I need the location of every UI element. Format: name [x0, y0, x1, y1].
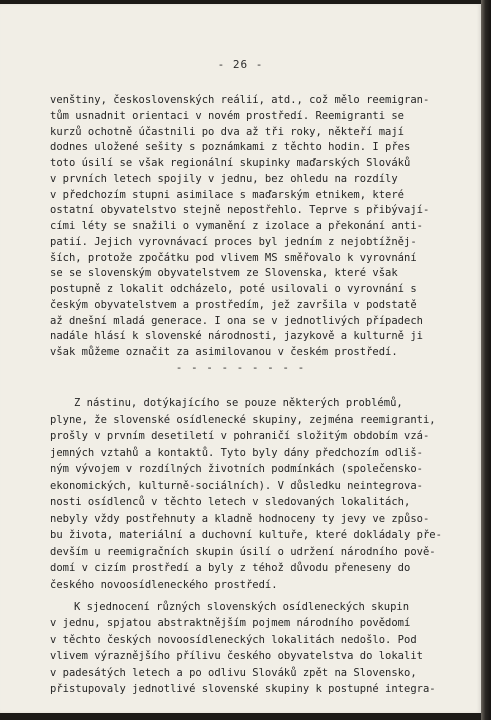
text-line: cími léty se snažili o vymanění z izolace a překonání anti-	[50, 220, 423, 232]
page-number: - 26 -	[217, 58, 264, 71]
text-line: K sjednocení různých slovenských osídleneckých skupin	[74, 601, 410, 613]
text-line: toto úsilí se však regionální skupinky maďarských Slováků	[50, 157, 411, 169]
text-line: vlivem výraznějšího přílivu českého obyvatelstva do lokalit	[50, 650, 423, 662]
text-line: nebyly vždy postřehnuty a kladně hodnoceny ty jevy ve způso-	[50, 513, 430, 525]
text-line: jemných vztahů a kontaktů. Tyto byly dány předchozím odliš-	[50, 447, 423, 459]
text-line: Z nástinu, dotýkajícího se pouze některých problémů,	[74, 397, 403, 409]
text-line: však můžeme označit za asimilovanou v českém prostředí.	[50, 346, 398, 358]
text-line: dodnes uložené sešity s poznámkami z těchto hodin. I přes	[50, 141, 411, 154]
text-line: ekonomických, kulturně-sociálních). V důsledku neintegrova-	[50, 480, 423, 492]
text-line: v padesátých letech a po odlivu Slováků zpět na Slovensko,	[50, 667, 417, 679]
text-line: v těchto českých novoosídleneckých lokalitách nedošlo. Pod	[50, 634, 417, 646]
text-line: bu života, materiální a duchovní kultuře, které dokládaly pře-	[50, 529, 442, 541]
text-line: plyne, že slovenské osídlenecké skupiny, zejména reemigranti,	[50, 414, 436, 426]
section-separator: - - - - - - - - -	[175, 361, 306, 374]
text-line: domí v cizím prostředí a byly z téhož důvodu přeneseny do	[50, 562, 411, 574]
text-line: kurzů ochotně účastnili po dva až tři roky, někteří mají	[50, 125, 405, 138]
text-line: až dnešní mladá generace. I ona se v jednotlivých případech	[50, 314, 423, 327]
document-page	[0, 4, 481, 713]
text-line: přistupovaly jednotlivé slovenské skupiny k postupné integra-	[50, 683, 436, 695]
text-line: ným vývojem v rozdílných životních podmínkách (společensko-	[50, 463, 423, 475]
text-line: postupně z lokalit odcházelo, poté usilovali o vyrovnání s	[50, 283, 417, 295]
text-line: venštiny, československých reálií, atd., což mělo reemigran-	[50, 94, 430, 106]
text-line: v prvních letech spojily v jednu, bez ohledu na rozdíly	[50, 172, 398, 185]
text-line: českého novoosídleneckého prostředí.	[50, 579, 278, 591]
text-line: v jednu, spjatou abstraktnějším pojmem národního povědomí	[50, 617, 411, 629]
text-line: se se slovenským obyvatelstvem ze Slovenska, které však	[50, 267, 398, 280]
text-line: nadále hlásí k slovenské národnosti, jazykově a kulturně ji	[50, 330, 423, 343]
text-line: ostatní obyvatelstvo stejně nepostřehlo. Teprve s přibývají-	[50, 204, 430, 217]
text-line: devším u reemigračních skupin úsilí o udržení národního pově-	[50, 546, 436, 558]
text-line: patií. Jejich vyrovnávací proces byl jedním z nejobtížněj-	[50, 235, 417, 248]
text-line: prošly v prvním desetiletí v pohraničí složitým obdobím vzá-	[50, 430, 430, 442]
book-spine-shadow	[481, 0, 491, 720]
text-line: tům usnadnit orientaci v novém prostředí. Reemigranti se	[50, 109, 405, 122]
text-line: v předchozím stupni asimilace s maďarským etnikem, které	[50, 188, 405, 201]
text-line: ších, protože zpočátku pod vlivem MS směřovalo k vyrovnání	[50, 251, 417, 264]
text-line: českým obyvatelstvem a prostředím, jež završila v podstatě	[50, 298, 417, 311]
text-line: nosti osídlenců v těchto letech v sledovaných lokalitách,	[50, 496, 411, 508]
